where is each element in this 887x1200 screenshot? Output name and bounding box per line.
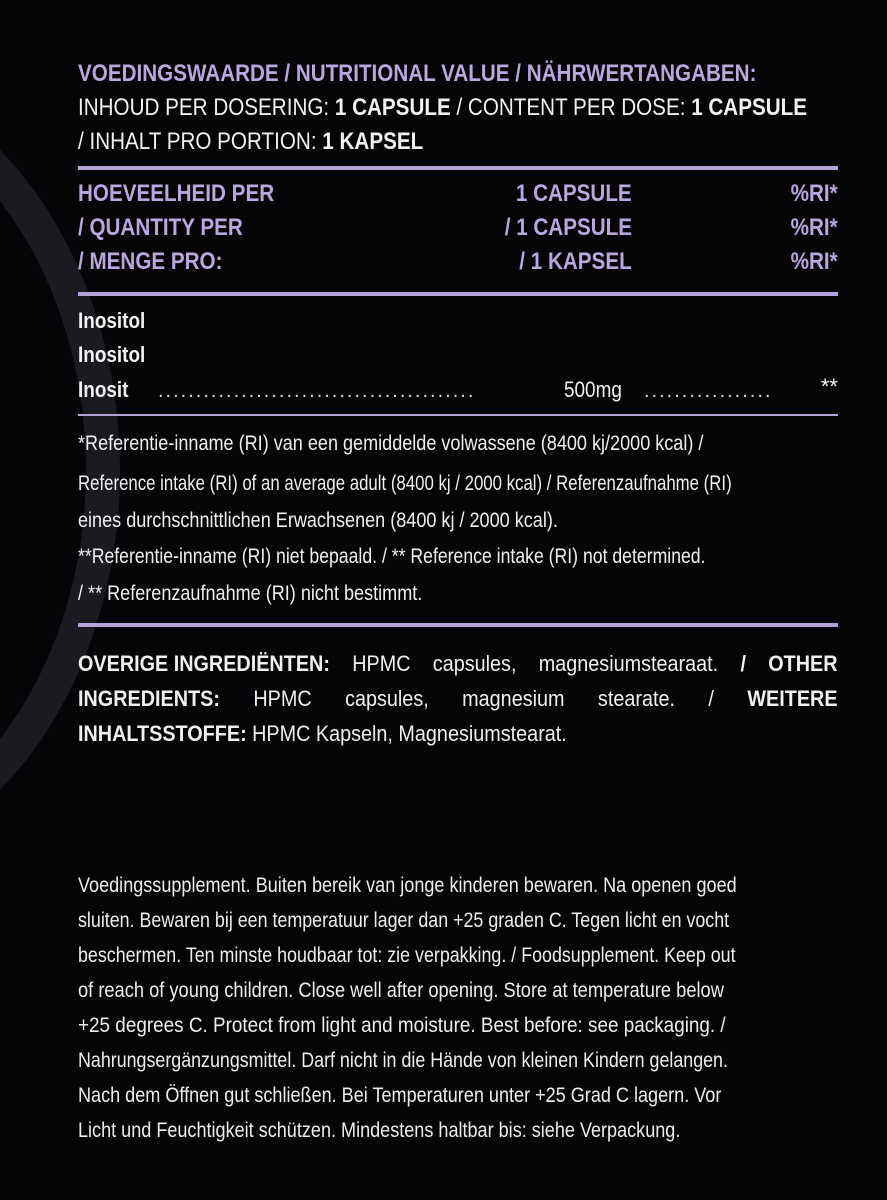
other-ingredients-de-text: HPMC Kapseln, Magnesiumstearat. [252, 721, 567, 746]
divider [78, 292, 838, 296]
footnote-line: eines durchschnittlichen Erwachsenen (8400 kj / 2000 kcal). [78, 509, 558, 532]
quantity-row [78, 180, 838, 214]
warning-line: Nach dem Öffnen gut schließen. Bei Temperaturen unter +25 Grad C lagern. Vor [78, 1084, 722, 1107]
other-ingredients-line-3 [78, 716, 838, 751]
quantity-label: / MENGE PRO: [78, 248, 223, 275]
quantity-amount: / 1 KAPSEL [519, 248, 632, 275]
divider [78, 166, 838, 170]
quantity-row [78, 214, 838, 248]
quantity-label: / QUANTITY PER [78, 214, 243, 241]
quantity-ri: %RI* [790, 180, 838, 207]
ingredient-word: stearate. [597, 686, 675, 711]
ingredient-word: HPMC [352, 651, 411, 676]
ingredient-name-de: Inosit [78, 377, 129, 402]
leader-dots-right: ................. [644, 380, 773, 402]
dose-nl-label: INHOUD PER DOSERING: [78, 94, 335, 121]
ingredient-word: capsules, [432, 651, 517, 676]
footnote-line: *Referentie-inname (RI) van een gemiddelde volwassene (8400 kj/2000 kcal) / [78, 432, 704, 455]
other-ingredients-en-heading-part: INGREDIENTS: [78, 686, 220, 711]
dose-en-value: 1 CAPSULE [691, 94, 808, 121]
ingredient-word: HPMC [253, 686, 312, 711]
other-ingredients-de-heading-part: INHALTSSTOFFE: [78, 721, 247, 746]
separator: / [708, 686, 714, 711]
warning-line: beschermen. Ten minste houdbaar tot: zie verpakking. / Foodsupplement. Keep out [78, 944, 736, 967]
footnote-line: Reference intake (RI) of an average adult (8400 kj / 2000 kcal) / Referenzaufnahme (RI) [78, 472, 732, 495]
divider [78, 623, 838, 627]
ingredient-ri: ** [820, 374, 838, 399]
warning-line: of reach of young children. Close well after opening. Store at temperature below [78, 979, 724, 1002]
ingredient-word: capsules, [345, 686, 429, 711]
other-ingredients-en-heading-part: OTHER [768, 651, 838, 676]
other-ingredients-line-1 [78, 646, 838, 681]
supplement-warnings [78, 868, 838, 1148]
dose-line-2 [78, 128, 423, 156]
other-ingredients-nl-heading: OVERIGE INGREDIËNTEN: [78, 651, 330, 676]
dose-de-label: / INHALT PRO PORTION: [78, 128, 323, 155]
ingredient-name-en: Inositol [78, 342, 146, 367]
dose-nl-value: 1 CAPSULE [334, 94, 451, 121]
footnote-line: **Referentie-inname (RI) niet bepaald. / ** Reference intake (RI) not determined. [78, 545, 706, 568]
quantity-row [78, 248, 838, 282]
quantity-ri: %RI* [790, 248, 838, 275]
other-ingredients [78, 646, 838, 751]
warning-line: sluiten. Bewaren bij een temperatuur lager dan +25 graden C. Tegen licht en vocht [78, 909, 730, 932]
dose-en-label: / CONTENT PER DOSE: [450, 94, 692, 121]
other-ingredients-de-heading-part: WEITERE [747, 686, 838, 711]
warning-line: Nahrungsergänzungsmittel. Darf nicht in die Hände von kleinen Kindern gelangen. [78, 1049, 728, 1072]
dose-line-1 [78, 94, 807, 122]
other-ingredients-line-2 [78, 681, 838, 716]
nutrition-heading: VOEDINGSWAARDE / NUTRITIONAL VALUE / NÄHRWERTANGABEN: [78, 60, 757, 87]
quantity-amount: 1 CAPSULE [516, 180, 632, 207]
warning-line: Licht und Feuchtigkeit schützen. Mindestens haltbar bis: siehe Verpackung. [78, 1119, 681, 1142]
quantity-label: HOEVEELHEID PER [78, 180, 275, 207]
ingredient-amount: 500mg [564, 377, 622, 402]
warning-line: +25 degrees C. Protect from light and moisture. Best before: see packaging. / [78, 1014, 726, 1037]
ingredient-word: magnesium [462, 686, 565, 711]
dose-de-value: 1 KAPSEL [322, 128, 424, 155]
warning-line: Voedingssupplement. Buiten bereik van jonge kinderen bewaren. Na openen goed [78, 874, 737, 897]
quantity-amount: / 1 CAPSULE [504, 214, 632, 241]
divider [78, 414, 838, 416]
leader-dots-left: .......................................... [158, 380, 476, 402]
separator: / [740, 651, 746, 676]
ingredient-word: magnesiumstearaat. [538, 651, 719, 676]
quantity-ri: %RI* [790, 214, 838, 241]
footnote-line: / ** Referenzaufnahme (RI) nicht bestimmt. [78, 582, 423, 605]
ingredient-name-nl: Inositol [78, 308, 146, 333]
